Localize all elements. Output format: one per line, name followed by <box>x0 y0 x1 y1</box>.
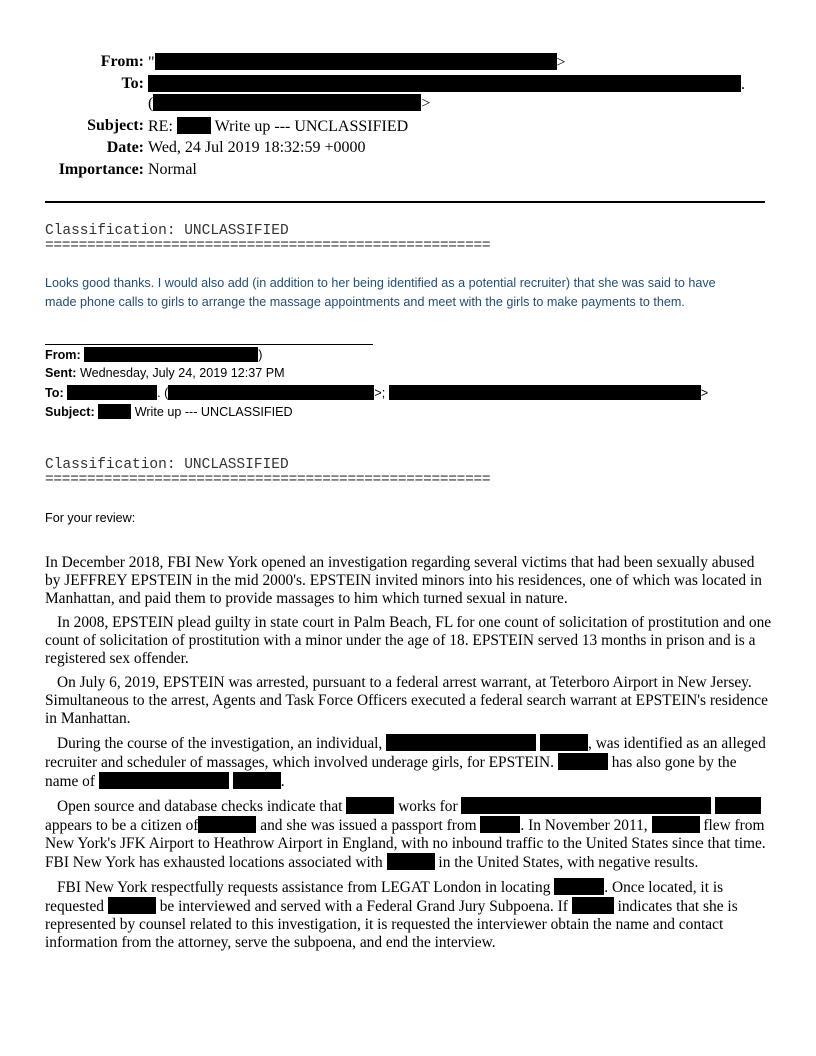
fwd-from-label: From: <box>45 348 81 362</box>
redaction-box <box>652 816 700 833</box>
redaction-box <box>84 347 258 362</box>
redaction-box <box>480 816 520 833</box>
reply-line-2: made phone calls to girls to arrange the massage appointments and meet with the girls to make payments to them. <box>45 295 685 309</box>
header-divider <box>45 201 765 203</box>
redaction-box <box>177 117 211 134</box>
redaction-box <box>558 753 608 770</box>
header-to-continued <box>148 94 430 113</box>
redaction-box <box>387 853 435 870</box>
redaction-box <box>98 404 131 419</box>
redaction-box <box>572 897 614 914</box>
subject-label: Subject: <box>87 117 144 134</box>
subject-value <box>148 117 408 136</box>
redaction-box <box>389 385 701 400</box>
redaction-box <box>155 53 557 70</box>
redaction-box <box>540 734 588 751</box>
for-review-text: For your review: <box>45 511 136 525</box>
fwd-sent-row <box>45 366 285 380</box>
from-label: From: <box>100 53 144 70</box>
paragraph-1: In December 2018, FBI New York opened an investigation regarding several victims that had been sexually abused by JEFFREY EPSTEIN in the mid 2000's. EPSTEIN invited minors into his residences, one of which was located in Manhattan, and paid them to provide massages to him which turned sexual in nature. <box>45 554 762 607</box>
redaction-box <box>108 897 156 914</box>
to-suffix: . <box>741 76 745 93</box>
fwd-to-label: To: <box>45 386 64 400</box>
importance-value: Normal <box>148 161 197 178</box>
to-cont-suffix: > <box>421 95 431 112</box>
redaction-box <box>346 797 394 814</box>
fwd-to-row <box>45 385 708 400</box>
redaction-box <box>67 385 157 400</box>
separator-line: ===================================================== <box>45 238 491 254</box>
classification-banner-2: Classification: UNCLASSIFIED <box>45 457 289 473</box>
paragraph-4: During the course of the investigation, an individual, , was identified as an alleged recruiter and scheduler of massages, which involved underage girls, for EPSTEIN. has also gone by the name of . <box>45 735 766 790</box>
importance-label: Importance: <box>58 161 144 178</box>
fwd-to-suffix: > <box>700 386 709 400</box>
reply-line-1: Looks good thanks. I would also add (in addition to her being identified as a potential recruiter) that she was said to have <box>45 276 716 290</box>
classification-banner: Classification: UNCLASSIFIED <box>45 223 289 239</box>
memo-body <box>45 554 773 952</box>
to-cont-prefix: ( <box>148 95 154 112</box>
fwd-subject-label: Subject: <box>45 405 95 419</box>
fwd-sent-label: Sent: <box>45 366 77 380</box>
from-prefix: " <box>148 54 155 71</box>
redaction-box <box>198 816 256 833</box>
redaction-box <box>386 734 536 751</box>
redaction-box <box>153 94 421 111</box>
subject-text: Write up --- UNCLASSIFIED <box>214 118 409 135</box>
paragraph-6: FBI New York respectfully requests assistance from LEGAT London in locating . Once located, it is requested be interviewed and served with a Federal Grand Jury Subpoena. If indicates that she is represented by counsel related to this investigation, it is requested the interviewer obtain the name and contact information from the attorney, serve the subpoena, and end the interview. <box>45 879 738 951</box>
date-value: Wed, 24 Jul 2019 18:32:59 +0000 <box>148 139 366 156</box>
from-suffix: > <box>556 54 566 71</box>
redaction-box <box>168 385 374 400</box>
fwd-to-mid: . ( <box>157 386 169 400</box>
fwd-subject-value: Write up --- UNCLASSIFIED <box>134 405 293 419</box>
paragraph-2: In 2008, EPSTEIN plead guilty in state court in Palm Beach, FL for one count of solicitation of prostitution and one count of solicitation of prostitution with a minor under the age of 18. EPSTEIN served 13 months in prison and is a registered sex offender. <box>45 614 772 667</box>
redaction-box <box>148 75 741 92</box>
fwd-to-mid2: >; <box>374 386 386 400</box>
redaction-box <box>99 772 229 789</box>
paragraph-3: On July 6, 2019, EPSTEIN was arrested, pursuant to a federal arrest warrant, at Teterboro Airport in New Jersey. Simultaneous to the arrest, Agents and Task Force Officers executed a federal search warrant at EPSTEIN's residence in Manhattan. <box>45 674 768 727</box>
separator-line-2: ===================================================== <box>45 472 491 488</box>
forward-divider <box>45 344 373 345</box>
to-value <box>148 75 745 94</box>
fwd-from-row <box>45 347 262 362</box>
to-label: To: <box>121 75 144 92</box>
fwd-from-suffix: ) <box>258 348 263 362</box>
email-header <box>0 0 816 200</box>
redaction-box <box>233 772 281 789</box>
fwd-sent-value: Wednesday, July 24, 2019 12:37 PM <box>79 366 285 380</box>
subject-prefix: RE: <box>148 118 173 135</box>
date-label: Date: <box>106 139 144 156</box>
redaction-box <box>461 797 711 814</box>
redaction-box <box>554 878 604 895</box>
redaction-box <box>715 797 761 814</box>
from-value <box>148 53 566 72</box>
paragraph-5: Open source and database checks indicate that works for appears to be a citizen of and she was issued a passport from . In November 2011, flew from New York's JFK Airport to Heathrow Airport in England, with no inbound traffic to the United States since that time. FBI New York has exhausted locations associated with in the United States, with negative results. <box>45 798 766 871</box>
fwd-subject-row <box>45 404 293 419</box>
